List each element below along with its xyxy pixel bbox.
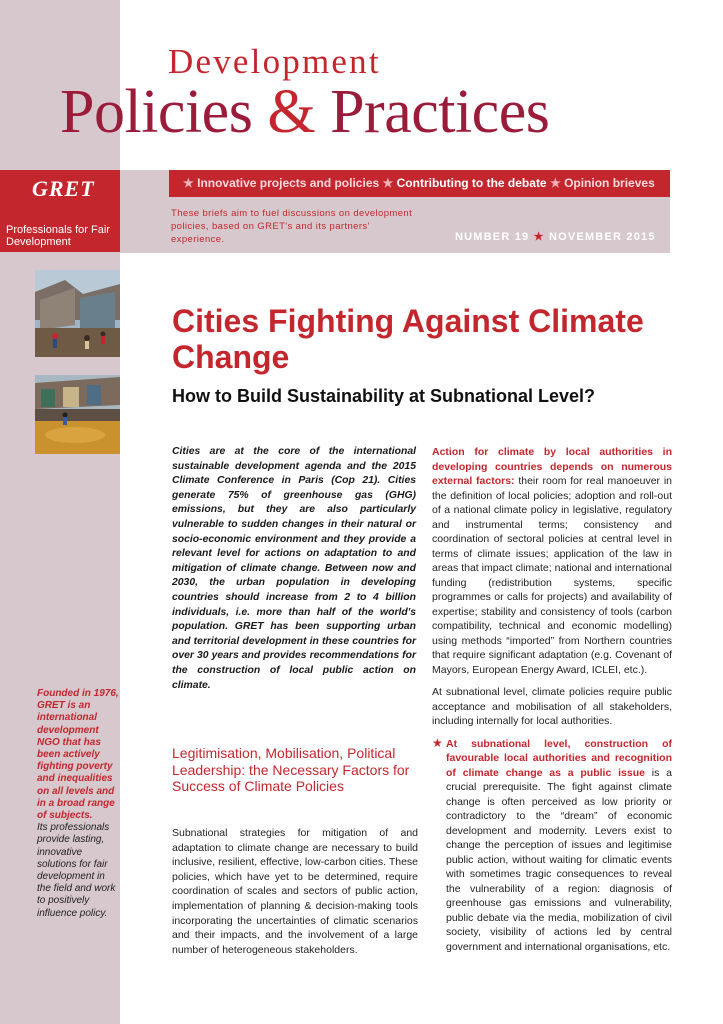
- star-bullet-icon: ★: [432, 735, 443, 750]
- title-word-policies: Policies: [60, 78, 268, 146]
- article-title: Cities Fighting Against Climate Change: [172, 303, 644, 375]
- star-icon: ★: [533, 231, 545, 243]
- star-icon: ★: [382, 176, 394, 190]
- section-heading: Legitimisation, Mobilisation, Political Leadership: the Necessary Factors for Success of Climate Policies: [172, 745, 410, 794]
- left-body-text: Subnational strategies for mitigation of and adaptation to climate change are necessary to build inclusive, resilient, effective, low-carbon cities. These policies, which have yet to be determined, require coordination of scales and sectors of public action, implementation of planning & decision-making tools incorporating the uncertainties of climatic scenarios and their impacts, and the involvement of a large number of heterogeneous stakeholders.: [172, 827, 418, 956]
- gret-logo: GRET: [32, 176, 95, 201]
- gret-about-mission: Its professionals provide lasting, innovative solutions for fair development in the field and work to positively influence policy.: [37, 822, 116, 919]
- article-subtitle: How to Build Sustainability at Subnational Level?: [172, 386, 596, 406]
- issue-date: NOVEMBER 2015: [548, 231, 656, 243]
- flooded-street-photo: [35, 375, 120, 454]
- intro-brief-text: These briefs aim to fuel discussions on development policies, based on GRET's and its partners' experience.: [171, 208, 413, 245]
- article-abstract: Cities are at the core of the international sustainable development agenda and the 2015 Climate Conference in Paris (Cop 21). Cities generate 75% of greenhouse gas (GHG) emissions, but they are also particularly vulnerable to sudden changes in their natural or socio-economic environment and they provide a relevant level for actions on adaptation to and mitigation of climate change. Between now and 2030, the urban population in developing countries should increase from 2 to 4 billion individuals, i.e. more than half of the world's population. GRET has been supporting urban and territorial development in these countries for over 30 years and provides recommendations for the construction of local public action on climate.: [172, 446, 416, 691]
- title-ampersand: &: [267, 78, 316, 146]
- gret-logo-block: [0, 170, 120, 252]
- issue-number: [455, 230, 656, 243]
- right-paragraph-1-body: their room for real manoeuver in the definition of local policies; adoption and roll-out of a national climate policy in legislative, regulatory and instrumental terms; consistency and coordination of sectoral policies at central level in terms of climate issues; application of the law in areas that impact climate; national and international funding (redistribution systems, specific programmes or calls for projects) and availability of expertise; stability and consistency of tools (carbon compatibility, technical and economic modelling) using methods “imported” from Northern countries that require significant adaptation (e.g. Covenant of Mayors, European Energy Award, ICLEI, etc.).: [432, 475, 672, 676]
- star-icon: ★: [549, 176, 561, 190]
- star-icon: ★: [183, 176, 194, 190]
- right-bullet: [432, 737, 672, 955]
- slum-street-photo: [35, 270, 120, 357]
- gret-about-intro: Founded in 1976, GRET is an international development NGO that has been actively fighting poverty and inequalities on all levels and in a broad range of subjects.: [37, 688, 119, 822]
- gret-tagline: Professionals for Fair Development: [6, 224, 110, 248]
- banner-item: Contributing to the debate: [396, 176, 547, 190]
- title-word-practices: Practices: [315, 78, 550, 146]
- right-paragraph-2: At subnational level, climate policies require public acceptance and mobilisation of all stakeholders, including internally for local authorities.: [432, 686, 672, 727]
- issue-number-label: NUMBER 19: [455, 231, 530, 243]
- gret-about-note: [37, 688, 119, 920]
- publication-title-line2: [60, 77, 549, 148]
- banner-item: Innovative projects and policies: [197, 176, 380, 190]
- right-bullet-lead: At subnational level, construction of favourable local authorities and recognition of climate change as a public issue: [446, 737, 672, 779]
- publication-title-line1: Development: [168, 42, 381, 81]
- right-bullet-body: is a crucial prerequisite. The fight against climate change is often perceived as low priority or contradictory to the “dream” of economic development and modernity. Levers exist to change the perception of issues and legitimise public action, without waiting for climatic events with sometimes tragic consequences to reveal the vulnerability of a region: diagnosis of greenhouse gas emissions and vulnerability, public debate via the media, mobilization of civil society, visibility of actions led by central government and international organisations, etc.: [446, 766, 672, 953]
- right-paragraph-1: [432, 445, 672, 677]
- banner-item: Opinion brieves: [564, 176, 655, 190]
- right-paragraph-1-lead: Action for climate by local authorities in developing countries depends on numerous external factors:: [432, 446, 672, 487]
- series-banner: [169, 170, 670, 197]
- right-column: [432, 445, 672, 954]
